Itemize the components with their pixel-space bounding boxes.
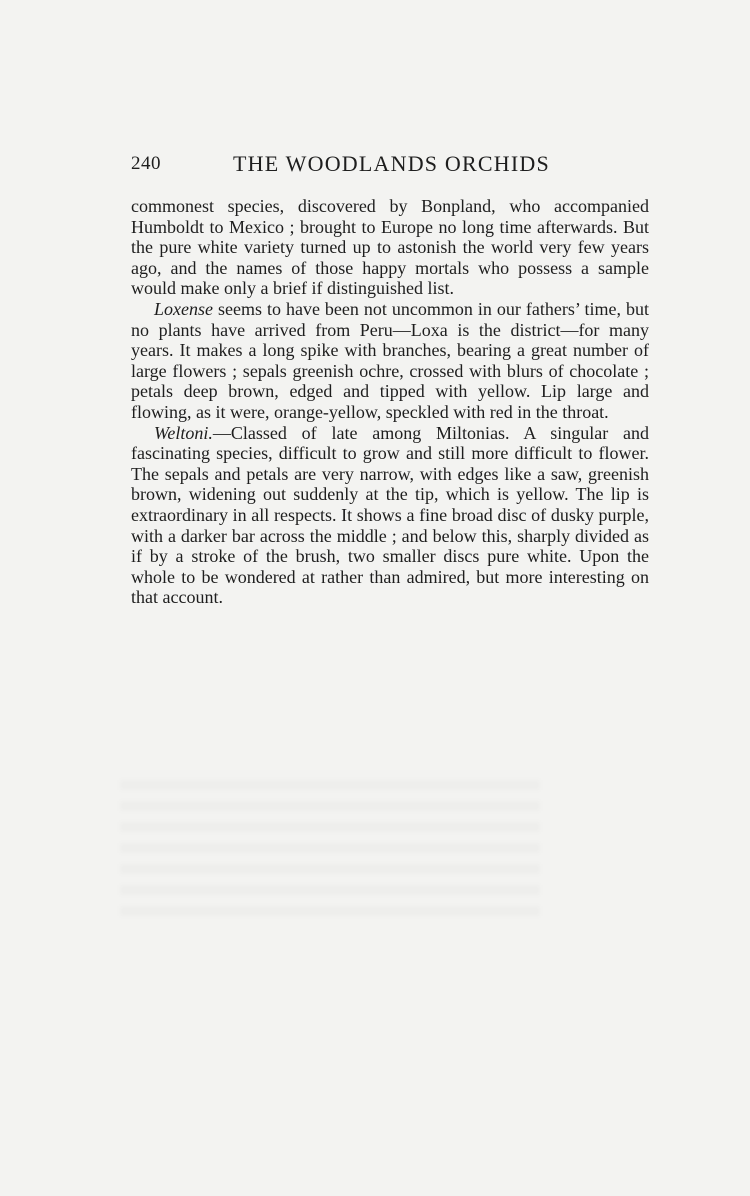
show-through-shadow bbox=[120, 780, 540, 920]
paragraph-loxense-text: seems to have been not uncommon in our fathers’ time, but no plants have arrived from Peru—Loxa is the district—for many years. It makes a long spike with branches, bearing a great number of large flowers ; sepals greenish ochre, crossed with blurs of chocolate ; petals deep brown, edged and tipped with yellow. Lip large and flowing, as it were, orange-yellow, speckled with red in the throat. bbox=[131, 298, 649, 422]
body-text bbox=[131, 196, 649, 608]
paragraph-1 bbox=[131, 196, 649, 299]
paragraph-weltoni bbox=[131, 423, 649, 608]
paragraph-1-text: commonest species, discovered by Bonpland, who accompanied Humboldt to Mexico ; brought to Europe no long time afterwards. But the pure white variety turned up to astonish the world very few years ago, and the names of those happy mortals who possess a sample would make only a brief if distinguished list. bbox=[131, 196, 649, 299]
species-name-loxense: Loxense bbox=[154, 298, 213, 319]
page-header bbox=[131, 151, 651, 181]
species-name-weltoni: Weltoni. bbox=[154, 422, 213, 443]
page-number: 240 bbox=[131, 153, 161, 174]
paragraph-weltoni-text: —Classed of late among Miltonias. A singular and fascinating species, difficult to grow and still more difficult to flower. The sepals and petals are very narrow, with edges like a saw, greenish brown, widening out suddenly at the tip, which is yellow. The lip is extraordinary in all respects. It shows a fine broad disc of dusky purple, with a darker bar across the middle ; and below this, sharply divided as if by a stroke of the brush, two smaller discs pure white. Upon the whole to be wondered at rather than admired, but more interesting on that account. bbox=[131, 422, 649, 608]
paragraph-loxense bbox=[131, 299, 649, 423]
running-title: THE WOODLANDS ORCHIDS bbox=[233, 151, 550, 176]
